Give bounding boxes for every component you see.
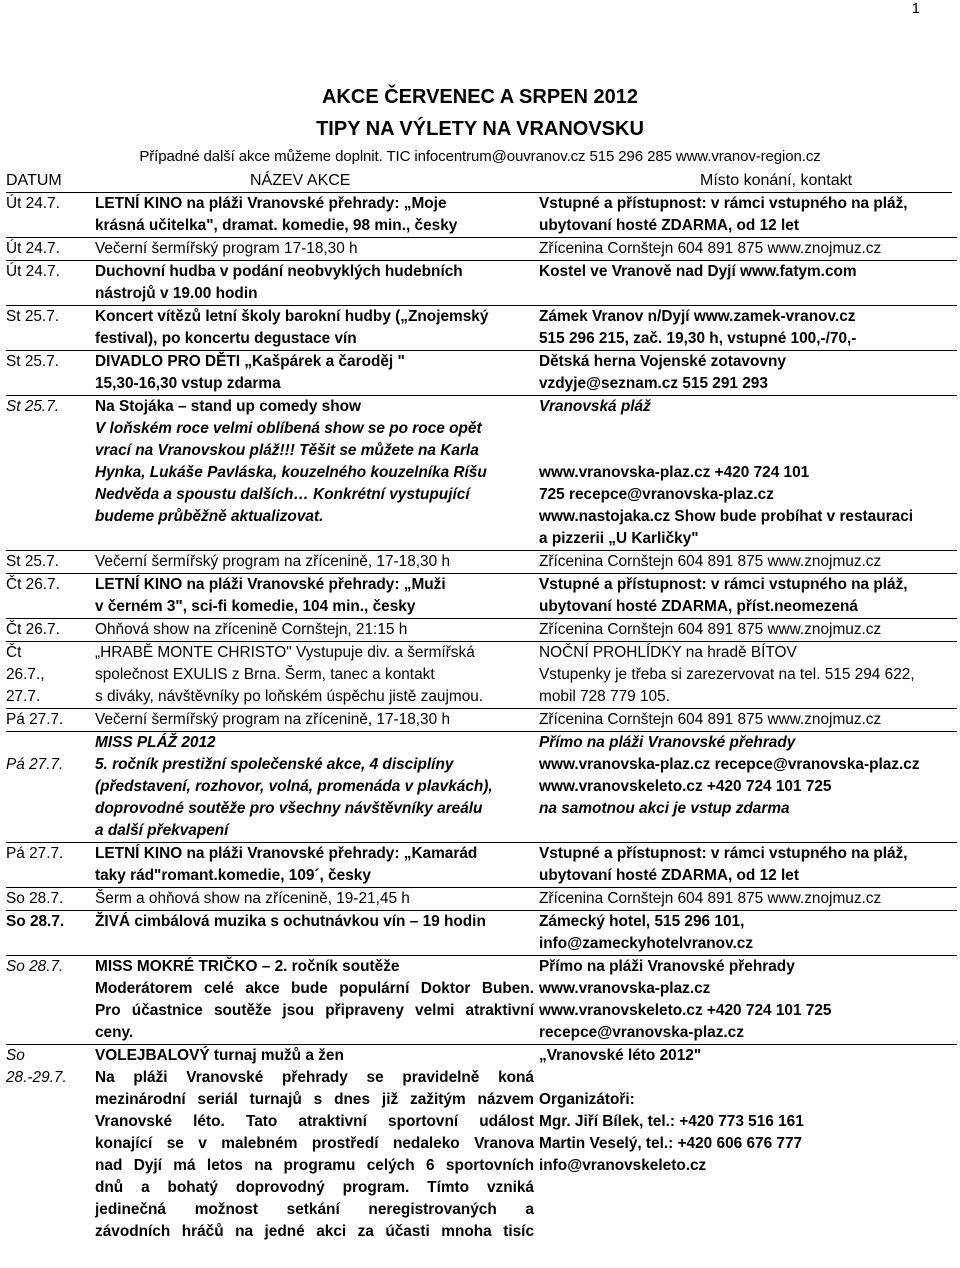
table-row — [6, 619, 957, 642]
cell-line: a pizzerii „U Karličky" — [539, 530, 699, 547]
table-row — [6, 1045, 957, 1244]
cell-line: Vstupenky je třeba si zarezervovat na tel. 515 294 622, — [539, 666, 915, 683]
cell-line: ubytovaní hosté ZDARMA, od 12 let — [539, 867, 799, 884]
cell-line: Na Stojáka – stand up comedy show — [95, 398, 361, 415]
event-place — [534, 574, 957, 619]
event-date — [6, 551, 95, 574]
event-place — [534, 551, 957, 574]
cell-line: Moderátorem celé akce bude populární Doktor Buben. — [95, 980, 534, 997]
table-row — [6, 396, 957, 551]
cell-line: Út 24.7. — [6, 195, 60, 212]
cell-line: St 25.7. — [6, 553, 60, 570]
cell-line: Pá 27.7. — [6, 711, 64, 728]
table-row — [6, 709, 957, 732]
cell-line: Zřícenina Cornštejn 604 891 875 www.znojmuz.cz — [539, 240, 882, 257]
event-name — [95, 574, 534, 619]
cell-line — [539, 440, 957, 462]
cell-line: Přímo na pláži Vranovské přehrady — [539, 958, 795, 975]
event-name — [95, 238, 534, 261]
cell-line: Vstupné a přístupnost: v rámci vstupného na pláž, — [539, 576, 908, 593]
event-date — [6, 396, 95, 551]
cell-line: DIVADLO PRO DĚTI „Kašpárek a čaroděj " — [95, 353, 405, 370]
page-number: 1 — [911, 0, 920, 17]
cell-line: Kostel ve Vranově nad Dyjí www.fatym.com — [539, 263, 857, 280]
event-date — [6, 642, 95, 709]
cell-line: info@vranovskeleto.cz — [539, 1157, 707, 1174]
contact-note: Případné další akce můžeme doplnit. TIC infocentrum@ouvranov.cz 515 296 285 www.vranov-region.cz — [139, 148, 821, 165]
cell-line: St 25.7. — [6, 353, 60, 370]
cell-line: Zřícenina Cornštejn 604 891 875 www.znojmuz.cz — [539, 890, 882, 907]
cell-line: Vranovská pláž — [539, 398, 651, 415]
table-row — [6, 306, 957, 351]
cell-line: Organizátoři: — [539, 1091, 635, 1108]
cell-line — [539, 418, 957, 440]
cell-line: Večerní šermířský program 17-18,30 h — [95, 240, 358, 257]
event-date — [6, 1045, 95, 1244]
cell-line: Út 24.7. — [6, 263, 60, 280]
table-row — [6, 261, 957, 306]
event-name — [95, 261, 534, 306]
cell-line: Hynka, Lukáše Pavláska, kouzelného kouzelníka Ríšu — [95, 464, 487, 481]
cell-line: taky rád"romant.komedie, 109´, česky — [95, 867, 371, 884]
cell-line: Čt 26.7. — [6, 621, 60, 638]
cell-line: vrací na Vranovskou pláž!!! Těšit se můžete na Karla — [95, 442, 479, 459]
event-place — [534, 642, 957, 709]
event-name — [95, 351, 534, 396]
cell-line: 15,30-16,30 vstup zdarma — [95, 375, 281, 392]
cell-line: 26.7., — [6, 666, 45, 683]
table-row — [6, 193, 957, 238]
cell-line: „HRABĚ MONTE CHRISTO" Vystupuje div. a šermířská — [95, 644, 475, 661]
event-date — [6, 306, 95, 351]
event-place — [534, 238, 957, 261]
event-place — [534, 619, 957, 642]
event-place — [534, 911, 957, 956]
cell-line: Vranovské léto. Tato atraktivní sportovní událost — [95, 1113, 534, 1130]
cell-line: www.vranovska-plaz.cz — [539, 980, 711, 997]
cell-line: Duchovní hudba v podání neobvyklých hudebních — [95, 263, 463, 280]
cell-line: na samotnou akci je vstup zdarma — [539, 800, 790, 817]
event-place — [534, 351, 957, 396]
cell-line: V loňském roce velmi oblíbená show se po roce opět — [95, 420, 482, 437]
cell-line: Přímo na pláži Vranovské přehrady — [539, 734, 796, 751]
cell-line: ubytovaní hosté ZDARMA, od 12 let — [539, 217, 799, 234]
cell-line: ceny. — [95, 1024, 134, 1041]
event-name — [95, 193, 534, 238]
cell-line: mezinárodní seriál turnajů s dnes již zažitým názvem — [95, 1091, 534, 1108]
cell-line: Pá 27.7. — [6, 756, 64, 773]
cell-line: Vstupné a přístupnost: v rámci vstupného na pláž, — [539, 845, 908, 862]
page-subtitle-title: TIPY NA VÝLETY NA VRANOVSKU — [316, 118, 644, 140]
event-date — [6, 619, 95, 642]
event-date — [6, 574, 95, 619]
table-row — [6, 351, 957, 396]
event-place — [534, 732, 957, 843]
cell-line: Út 24.7. — [6, 240, 60, 257]
cell-line: recepce@vranovska-plaz.cz — [539, 1024, 744, 1041]
event-place — [534, 709, 957, 732]
event-place — [534, 843, 957, 888]
cell-line: Koncert vítězů letní školy barokní hudby („Znojemský — [95, 308, 489, 325]
event-date — [6, 238, 95, 261]
column-header-place: Místo konání, kontakt — [700, 172, 853, 189]
event-date — [6, 911, 95, 956]
cell-line: ubytovaní hosté ZDARMA, příst.neomezená — [539, 598, 858, 615]
event-date — [6, 261, 95, 306]
cell-line: info@zameckyhotelvranov.cz — [539, 935, 754, 952]
event-name — [95, 709, 534, 732]
table-row — [6, 238, 957, 261]
cell-line: www.vranovskeleto.cz +420 724 101 725 — [539, 1002, 832, 1019]
cell-line: nad Dyjí má letos na programu celých 6 sportovních — [95, 1157, 534, 1174]
cell-line: MISS MOKRÉ TRIČKO – 2. ročník soutěže — [95, 958, 400, 975]
cell-line: Zřícenina Cornštejn 604 891 875 www.znojmuz.cz — [539, 711, 882, 728]
event-place — [534, 1045, 957, 1244]
table-row — [6, 574, 957, 619]
cell-line: „Vranovské léto 2012" — [539, 1047, 702, 1064]
page-title: AKCE ČERVENEC A SRPEN 2012 — [321, 86, 639, 108]
event-date — [6, 709, 95, 732]
column-header-name: NÁZEV AKCE — [250, 172, 351, 189]
table-row — [6, 911, 957, 956]
cell-line: Zámek Vranov n/Dyjí www.zamek-vranov.cz — [539, 308, 856, 325]
cell-line: festival), po koncertu degustace vín — [95, 330, 357, 347]
cell-line: Zřícenina Cornštejn 604 891 875 www.znojmuz.cz — [539, 553, 882, 570]
table-row — [6, 551, 957, 574]
cell-line: ŽIVÁ cimbálová muzika s ochutnávkou vín – 19 hodin — [95, 913, 486, 930]
cell-line: Večerní šermířský program na zřícenině, 17-18,30 h — [95, 553, 451, 570]
cell-line: dnů a bohatý doprovodný program. Tímto vzniká — [95, 1179, 534, 1196]
cell-line: St 25.7. — [6, 308, 60, 325]
event-name — [95, 1045, 534, 1244]
events-table — [6, 193, 957, 1243]
cell-line: 27.7. — [6, 688, 41, 705]
cell-line: Ohňová show na zřícenině Cornštejn, 21:15 h — [95, 621, 408, 638]
cell-line: v černém 3", sci-fi komedie, 104 min., česky — [95, 598, 416, 615]
event-name — [95, 619, 534, 642]
event-place — [534, 193, 957, 238]
cell-line: jedinečná možnost setkání neregistrovaných a — [95, 1201, 534, 1218]
cell-line: doprovodné soutěže pro všechny návštěvníky areálu — [95, 800, 483, 817]
cell-line: Čt 26.7. — [6, 576, 60, 593]
event-date — [6, 843, 95, 888]
cell-line: závodních hráčů na jedné akci za účasti mnoha tisíc — [95, 1223, 534, 1240]
column-header-date: DATUM — [6, 172, 62, 189]
cell-line: Nedvěda a spoustu dalších… Konkrétní vystupující — [95, 486, 470, 503]
event-name — [95, 956, 534, 1045]
cell-line: VOLEJBALOVÝ turnaj mužů a žen — [95, 1047, 344, 1064]
event-date — [6, 956, 95, 1045]
cell-line: krásná učitelka", dramat. komedie, 98 min., česky — [95, 217, 458, 234]
cell-line: (představení, rozhovor, volná, promenáda v plavkách), — [95, 778, 493, 795]
cell-line: Čt — [6, 644, 22, 661]
event-date — [6, 888, 95, 911]
cell-line: So 28.7. — [6, 913, 65, 930]
cell-line: Zámecký hotel, 515 296 101, — [539, 913, 745, 930]
cell-line: Martin Veselý, tel.: +420 606 676 777 — [539, 1135, 803, 1152]
event-place — [534, 261, 957, 306]
cell-line: LETNÍ KINO na pláži Vranovské přehrady: „Kamarád — [95, 845, 478, 862]
cell-line: So — [6, 1047, 25, 1064]
cell-line: Pro účastnice soutěže jsou připraveny velmi atraktivní — [95, 1002, 534, 1019]
table-row — [6, 732, 957, 843]
cell-line: Večerní šermířský program na zřícenině, 17-18,30 h — [95, 711, 451, 728]
cell-line: a další překvapení — [95, 822, 229, 839]
event-name — [95, 306, 534, 351]
cell-line: 5. ročník prestižní společenské akce, 4 disciplíny — [95, 756, 454, 773]
cell-line: Dětská herna Vojenské zotavovny — [539, 353, 786, 370]
event-name — [95, 911, 534, 956]
cell-line: www.nastojaka.cz Show bude probíhat v restauraci — [539, 508, 914, 525]
event-name — [95, 642, 534, 709]
cell-line: 28.-29.7. — [6, 1069, 67, 1086]
cell-line: Na pláži Vranovské přehrady se pravidelně koná — [95, 1069, 534, 1086]
cell-line: www.vranovska-plaz.cz recepce@vranovska-plaz.cz — [539, 756, 920, 773]
event-name — [95, 732, 534, 843]
cell-line — [539, 1067, 957, 1089]
cell-line: MISS PLÁŽ 2012 — [95, 734, 216, 751]
event-name — [95, 551, 534, 574]
cell-line: Šerm a ohňová show na zřícenině, 19-21,45 h — [95, 890, 410, 907]
event-name — [95, 396, 534, 551]
table-row — [6, 843, 957, 888]
event-place — [534, 396, 957, 551]
table-row — [6, 956, 957, 1045]
cell-line: LETNÍ KINO na pláži Vranovské přehrady: „Muži — [95, 576, 446, 593]
cell-line: So 28.7. — [6, 890, 64, 907]
cell-line: St 25.7. — [6, 398, 60, 415]
cell-line: LETNÍ KINO na pláži Vranovské přehrady: „Moje — [95, 195, 447, 212]
cell-line: společnost EXULIS z Brna. Šerm, tanec a kontakt — [95, 666, 435, 683]
table-row — [6, 888, 957, 911]
cell-line: www.vranovskeleto.cz +420 724 101 725 — [539, 778, 832, 795]
event-name — [95, 843, 534, 888]
cell-line: 515 296 215, zač. 19,30 h, vstupné 100,-/70,- — [539, 330, 857, 347]
event-date — [6, 732, 95, 843]
cell-line: Vstupné a přístupnost: v rámci vstupného na pláž, — [539, 195, 908, 212]
cell-line: So 28.7. — [6, 958, 64, 975]
cell-line: s diváky, návštěvníky po loňském úspěchu jistě zaujmou. — [95, 688, 484, 705]
cell-line: vzdyje@seznam.cz 515 291 293 — [539, 375, 768, 392]
event-date — [6, 193, 95, 238]
table-row — [6, 642, 957, 709]
cell-line: konající se v malebném prostředí nedaleko Vranova — [95, 1135, 534, 1152]
event-place — [534, 306, 957, 351]
cell-line: Pá 27.7. — [6, 845, 64, 862]
cell-line: www.vranovska-plaz.cz +420 724 101 — [539, 464, 810, 481]
cell-line: nástrojů v 19.00 hodin — [95, 285, 258, 302]
event-date — [6, 351, 95, 396]
event-name — [95, 888, 534, 911]
cell-line: Mgr. Jiří Bílek, tel.: +420 773 516 161 — [539, 1113, 804, 1130]
cell-line: NOČNÍ PROHLÍDKY na hradě BÍTOV — [539, 644, 797, 661]
event-place — [534, 956, 957, 1045]
cell-line: Zřícenina Cornštejn 604 891 875 www.znojmuz.cz — [539, 621, 882, 638]
cell-line: 725 recepce@vranovska-plaz.cz — [539, 486, 774, 503]
cell-line: budeme průběžně aktualizovat. — [95, 508, 324, 525]
event-place — [534, 888, 957, 911]
cell-line — [6, 732, 95, 754]
cell-line: mobil 728 779 105. — [539, 688, 670, 705]
